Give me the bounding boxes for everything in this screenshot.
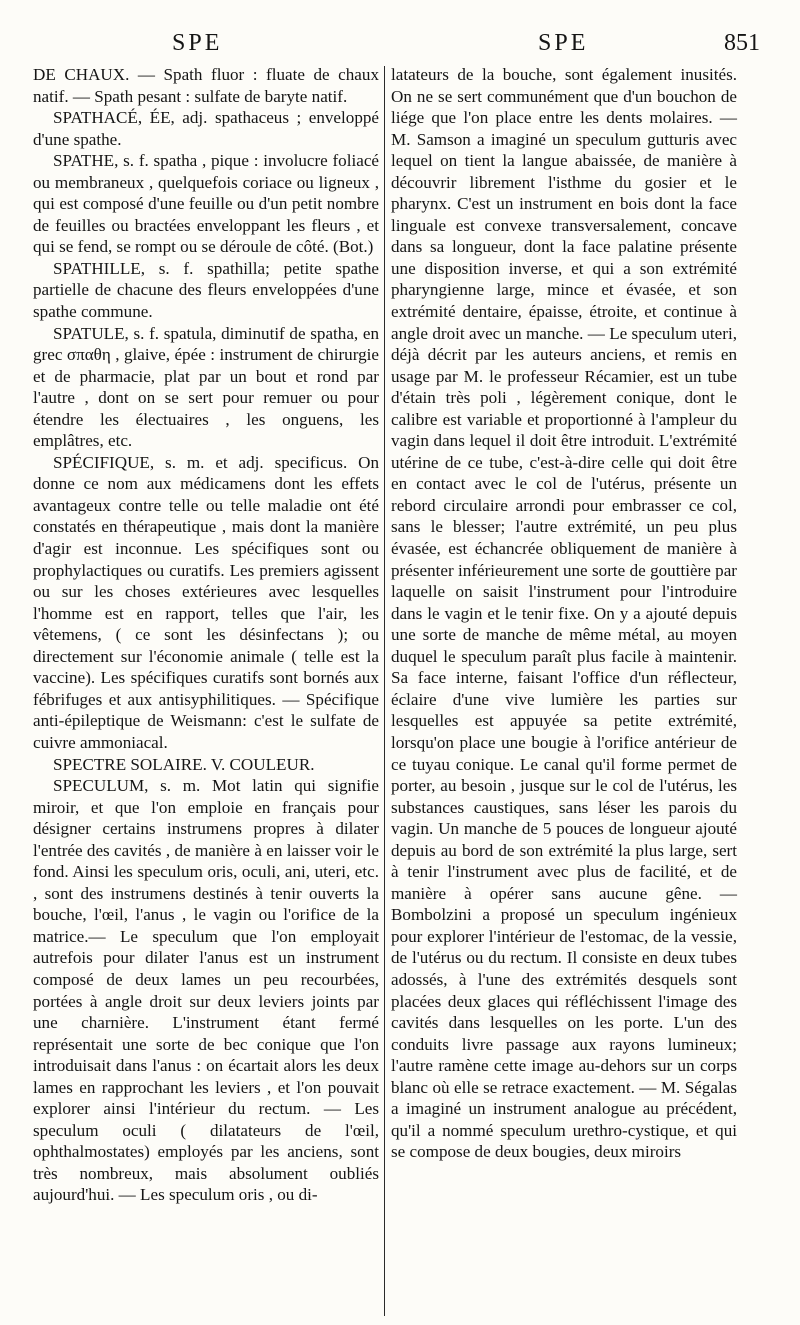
entry-spathe: SPATHE, s. f. spatha , pique : involucre foliacé ou membraneux , quelquefois coriace ou ligneux , qui est composé d'une feuille ou d'un petit nombre de feuilles ou bractées enveloppant les fleurs , et qui se fend, se rompt ou se déroule de côté. (Bot.) (33, 151, 379, 257)
entry-speculum: SPECULUM, s. m. Mot latin qui signifie miroir, et que l'on emploie en français pour désigner certains instrumens propres à dilater l'entrée des cavités , de manière à en laisser voir le fond. Ainsi les speculum oris, oculi, ani, uteri, etc. , sont des instrumens destinés à tenir ouverts la bouche, l'œil, l'anus , le vagin ou l'orifice de la matrice.— Le speculum que l'on employait autrefois pour dilater l'anus est un instrument composé de deux lames un peu recourbées, portées à angle droit sur deux leviers joints par une charnière. L'instrument étant fermé représentait une sorte de bec conique que l'on introduisait dans l'anus : on écartait alors les deux lames en rapprochant les leviers , et l'on pouvait explorer ainsi l'intérieur du rectum. — Les speculum oculi ( dilatateurs de l'œil, ophthalmostates) employés par les anciens, sont très nombreux, mais absolument oubliés aujourd'hui. — Les speculum oris , ou di- (33, 776, 379, 1205)
running-head-right: SPE (538, 30, 589, 56)
paragraph-speculum-continued: latateurs de la bouche, sont également inusités. On ne se sert communément que d'un bouchon de liége que l'on place entre les dents molaires. — M. Samson a imaginé un speculum gutturis avec lequel on tient la langue abaissée, de manière à découvrir librement l'isthme du gosier et le pharynx. C'est un instrument en bois dont la face linguale est convexe transversalement, concave dans sa longueur, dont la face palatine présente une disposition inverse, et qui a son extrémité pharyngienne large, mince et évasée, et son extrémité dentaire, épaisse, étroite, et continue à angle droit avec un manche. — Le speculum uteri, déjà décrit par les auteurs anciens, et remis en usage par M. le professeur Récamier, est un tube d'étain très poli , légèrement conique, dont le calibre est variable et proportionné à l'ampleur du vagin dans lequel il doit être introduit. L'extrémité utérine de ce tube, c'est-à-dire celle qui doit être en contact avec le col de l'utérus, présente un rebord circulaire arrondi pour embrasser ce col, sans le blesser; l'autre extrémité, un peu plus évasée, est échancrée obliquement de manière à présenter inférieurement une sorte de gouttière par laquelle on saisit l'instrument pour l'introduire dans le vagin et le tenir fixe. On y a ajouté depuis une sorte de manche de même métal, au moyen duquel le speculum paraît plus facile à maintenir. Sa face interne, faisant l'office d'un réflecteur, éclaire d'une vive lumière les parties sur lesquelles est appuyée sa petite extrémité, lorsqu'on place une bougie à l'orifice antérieur de ce tuyau conique. Le canal qu'il forme permet de porter, au besoin , jusque sur le col de l'utérus, les substances caustiques, sans léser les parois du vagin. Un manche de 5 pouces de longueur ajouté depuis au bord de son extrémité la plus large, sert à tenir l'instrument avec plus de facilité, et de manière à opérer sans aucune gêne. — Bombolzini a proposé un speculum ingénieux pour explorer l'intérieur de l'estomac, de la vessie, de l'utérus ou du rectum. Il consiste en deux tubes adossés, à l'une des extrémités desquels sont placées deux glaces qui réfléchissent l'image des cavités dans lesquelles on les porte. L'un des conduits livre passage aux rayons lumineux; l'autre ramène cette image au-dehors sur un corps blanc où elle se retrace exactement. — M. Ségalas a imaginé un instrument analogue au précédent, qu'il a nommé speculum urethro-cystique, et qui se compose de deux bougies, deux miroirs (391, 65, 737, 1162)
entry-spectre-solaire: SPECTRE SOLAIRE. V. COULEUR. (53, 754, 315, 774)
column-divider (384, 66, 385, 1316)
entry-specifique: SPÉCIFIQUE, s. m. et adj. specificus. On donne ce nom aux médicamens dont les effets avantageux contre telle ou telle maladie ont été constatés en thérapeutique , mais dont la manière d'agir est inconnue. Les spécifiques sont ou prophylactiques ou curatifs. Les premiers agissent ou sur les choses extérieures avec lesquelles l'homme est en rapport, telles que l'air, les vêtemens, ( ce sont les désinfectans ); ou directement sur l'économie animale ( telle est la vaccine). Les spécifiques curatifs sont bornés aux fébrifuges et aux antisyphilitiques. — Spécifique anti-épileptique de Weismann: c'est le sulfate de cuivre ammoniacal. (33, 452, 379, 752)
entry-spathace: SPATHACÉ, ÉE, adj. spathaceus ; enveloppé d'une spathe. (33, 108, 379, 149)
page-number: 851 (724, 30, 760, 56)
right-column (391, 64, 737, 1163)
entry-spathille: SPATHILLE, s. f. spathilla; petite spathe partielle de chacune des fleurs enveloppées d'une spathe commune. (33, 258, 379, 322)
left-column (33, 64, 379, 1206)
running-head-left: SPE (172, 30, 223, 56)
entry-spatule: SPATULE, s. f. spatula, diminutif de spatha, en grec σπαθη , glaive, épée : instrument de chirurgie et de pharmacie, plat par un bout et rond par l'autre , dont on se sert pour remuer ou pour étendre les électuaires , les onguens, les emplâtres, etc. (33, 323, 379, 451)
paragraph: DE CHAUX. — Spath fluor : fluate de chaux natif. — Spath pesant : sulfate de baryte natif. (33, 65, 379, 106)
